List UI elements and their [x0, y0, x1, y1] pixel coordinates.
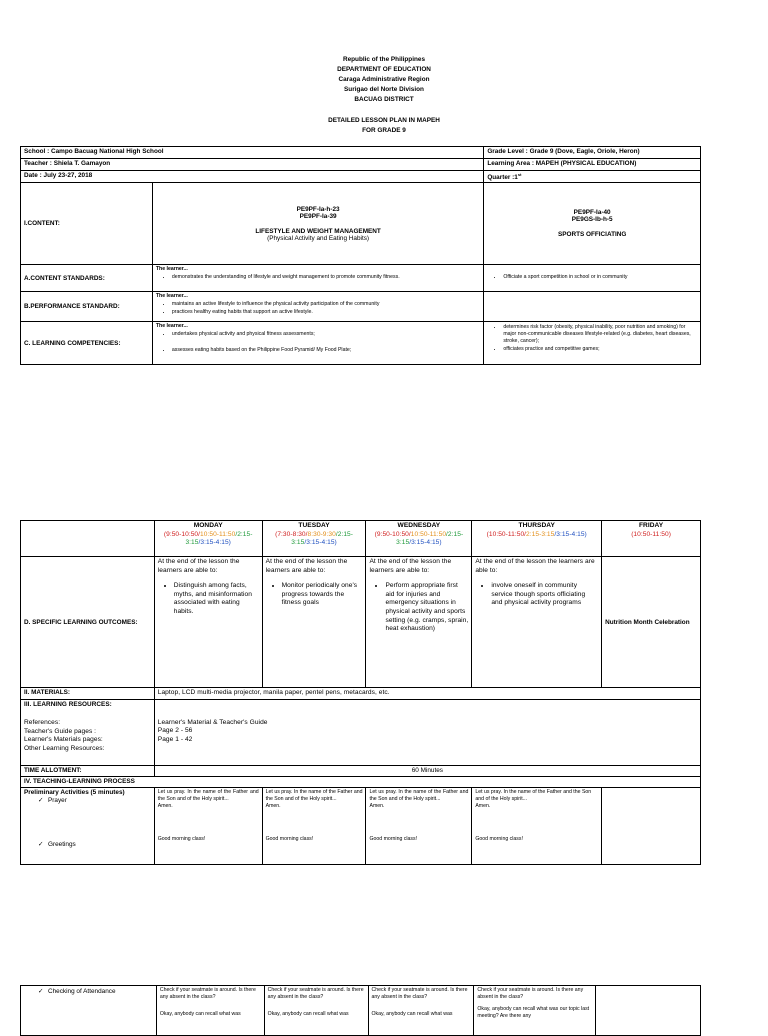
amen-text: Amen.	[475, 802, 491, 809]
greetings-label: Greetings	[48, 840, 76, 848]
topic: SPORTS OFFICIATING	[557, 231, 627, 239]
day-label: MONDAY	[193, 522, 223, 529]
learner-label: The learner...	[155, 266, 188, 273]
day-label: FRIDAY	[638, 522, 664, 529]
teacher-cell: Teacher : Shiela T. Gamayon	[21, 159, 484, 171]
quarter-value: Quarter :1	[487, 174, 518, 182]
list-item: • undertakes physical activity and physical fitness assessments;	[172, 331, 480, 338]
resource-line: References:	[24, 719, 61, 727]
prayer-text: Let us pray. In the name of the Father and the Son and of the Holy spirit...	[369, 788, 469, 802]
code: PE9PF-Ia-40	[573, 209, 611, 217]
preliminary-activities	[21, 787, 155, 864]
prayer-text: Let us pray. In the name of the Father and the Son and of the Holy spirit...	[157, 788, 259, 802]
header-line: Caraga Administrative Region	[338, 76, 430, 83]
attendance-text: Check if your seatmate is around. Is there any absent in the class?	[267, 987, 364, 1000]
day-label: THURSDAY	[518, 522, 555, 529]
list-item: • assesses eating habits based on the Philippine Food Pyramid/ My Food Plate;	[172, 347, 480, 354]
day-tuesday	[262, 521, 366, 557]
header-line: Surigao del Norte Division	[344, 86, 424, 93]
list-item: • Perform appropriate first aid for injuries and emergency situations in physical activity and sports setting (e.g. cramps, sprain, heat exhaustion)	[385, 582, 468, 634]
lesson-info-table	[20, 146, 701, 365]
attendance-label-cell	[21, 986, 157, 1036]
resources-heading: III. LEARNING RESOURCES:	[24, 700, 112, 708]
check-icon: ✓	[38, 796, 44, 804]
materials-text: Laptop, LCD multi-media projector, manila paper, pentel pens, metacards, etc.	[154, 688, 700, 700]
header-line: DEPARTMENT OF EDUCATION	[337, 66, 431, 73]
amen-text: Amen.	[265, 802, 281, 809]
prelim-wednesday	[366, 787, 472, 864]
daily-plan-table	[20, 520, 701, 865]
time-slot: (9:50-10:50/	[163, 530, 201, 538]
resources-values	[154, 699, 700, 765]
document-header	[0, 55, 768, 105]
attendance-tuesday	[264, 986, 368, 1036]
time-slot: /3:15-4:15)	[554, 530, 587, 538]
time-slot: /2:15-	[235, 530, 253, 538]
time-slot: 10:50-11:50	[410, 530, 447, 538]
list-item: • demonstrates the understanding of lifestyle and weight management to promote community fitness.	[172, 274, 480, 281]
school-cell: School : Campo Bacuag National High School	[21, 147, 484, 159]
day-label: TUESDAY	[298, 522, 330, 529]
outcomes-label: D. SPECIFIC LEARNING OUTCOMES:	[21, 557, 155, 688]
time-allotment-label: TIME ALLOTMENT:	[21, 765, 155, 776]
list-item: • Officiate a sport competition in school or in community	[503, 274, 697, 281]
content-main	[152, 183, 483, 265]
attendance-thursday	[474, 986, 596, 1036]
code: PE9PF-Ia-h-23	[296, 205, 340, 213]
prayer-label: Prayer	[48, 796, 67, 804]
list-item: • maintains an active lifestyle to influence the physical activity participation of the community	[172, 301, 480, 308]
quarter-cell	[484, 171, 701, 183]
time-slot: (10:50-11:50)	[631, 530, 671, 538]
time-slot: 3:15	[291, 539, 305, 547]
content-label: I.CONTENT:	[21, 183, 153, 265]
learner-label: The learner...	[155, 293, 188, 300]
resource-line: Other Learning Resources:	[24, 744, 105, 752]
performance-standard-text	[152, 292, 483, 322]
learning-competencies-right	[484, 322, 701, 365]
outcome-intro: At the end of the lesson the learners are able to:	[265, 558, 348, 574]
recall-text: Okay, anybody can recall what was	[159, 1011, 241, 1017]
title-line: DETAILED LESSON PLAN IN MAPEH	[328, 117, 440, 124]
list-item: • officiates practice and competitive games;	[503, 346, 697, 353]
content-standards-label: A.CONTENT STANDARDS:	[21, 265, 153, 292]
content-right	[484, 183, 701, 265]
outcome-friday: Nutrition Month Celebration	[602, 557, 701, 688]
list-item: • determines risk factor (obesity, physical inability, poor nutrition and smoking) for major non-communicable diseases lifestyle-related (e.g. diabetes, heart diseases, stroke, cancer);	[503, 324, 697, 345]
prelim-monday	[154, 787, 262, 864]
recall-text: Okay, anybody can recall what was	[267, 1011, 349, 1017]
attendance-label: Checking of Attendance	[48, 988, 116, 995]
learning-competencies-label: C. LEARNING COMPETENCIES:	[21, 322, 153, 365]
prayer-text: Let us pray. In the name of the Father and the Son and of the Holy spirit...	[475, 788, 592, 802]
recall-text: Okay, anybody can recall what was our topic last meeting? Are there any	[477, 1006, 590, 1019]
performance-standard-label: B.PERFORMANCE STANDARD:	[21, 292, 153, 322]
prelim-friday	[602, 787, 701, 864]
code: PE9GS-Ib-h-5	[571, 216, 613, 224]
code: PE9PF-Ia-39	[299, 212, 337, 220]
content-standards-text	[152, 265, 483, 292]
subtopic: (Physical Activity and Eating Habits)	[267, 234, 370, 242]
time-slot: /2:15-3:15	[396, 530, 464, 547]
time-slot: /3:15-4:15)	[198, 539, 231, 547]
resource-line: Teacher's Guide pages :	[24, 727, 97, 735]
outcome-wednesday	[366, 557, 472, 688]
attendance-monday	[156, 986, 264, 1036]
resource-value: Learner's Material & Teacher's Guide	[157, 718, 268, 726]
greeting-text: Good morning class!	[369, 835, 418, 842]
list-item: • Distinguish among facts, myths, and misinformation associated with eating habits.	[174, 582, 259, 616]
learning-area-cell: Learning Area : MAPEH (PHYSICAL EDUCATION)	[484, 159, 701, 171]
outcome-tuesday	[262, 557, 366, 688]
document-title	[0, 116, 768, 136]
grade-line: FOR GRADE 9	[362, 127, 406, 134]
list-item: • practices healthy eating habits that support an active lifestyle.	[172, 309, 480, 316]
prayer-text: Let us pray. In the name of the Father and the Son and of the Holy spirit...	[265, 788, 363, 802]
prelim-tuesday	[262, 787, 366, 864]
check-icon: ✓	[38, 988, 44, 995]
day-thursday	[472, 521, 602, 557]
time-slot: 8:30-9:30	[307, 530, 336, 538]
list-item: • Monitor periodically one's progress towards the fitness goals	[282, 582, 363, 608]
day-wednesday	[366, 521, 472, 557]
resources-label	[21, 699, 155, 765]
time-slot: (10:50-11:50/	[486, 530, 527, 538]
check-icon: ✓	[38, 840, 44, 848]
time-slot: 2:15-3:15	[526, 530, 555, 538]
attendance-wednesday	[368, 986, 474, 1036]
quarter-sup: st	[517, 172, 522, 177]
outcome-intro: At the end of the lesson the learners are able to:	[475, 558, 595, 574]
attendance-friday	[596, 986, 701, 1036]
page2-table	[20, 985, 701, 1036]
prelim-thursday	[472, 787, 602, 864]
outcome-intro: At the end of the lesson the learners are able to:	[369, 558, 452, 574]
list-item: • involve oneself in community service though sports officiating and physical activity programs	[491, 582, 598, 608]
attendance-text: Check if your seatmate is around. Is there any absent in the class?	[477, 987, 584, 1000]
time-slot: 3:15	[185, 539, 199, 547]
learner-label: The learner...	[155, 323, 188, 330]
day-monday	[154, 521, 262, 557]
greeting-text: Good morning class!	[265, 835, 314, 842]
materials-label: II. MATERIALS:	[21, 688, 155, 700]
outcome-thursday	[472, 557, 602, 688]
day-friday	[602, 521, 701, 557]
time-allotment-value: 60 Minutes	[154, 765, 700, 776]
empty-cell	[21, 521, 155, 557]
amen-text: Amen.	[157, 802, 173, 809]
outcome-intro: At the end of the lesson the learners are able to:	[157, 558, 240, 574]
time-slot: /2:15-	[335, 530, 354, 538]
date-cell: Date : July 23-27, 2018	[21, 171, 484, 183]
learning-competencies-text	[152, 322, 483, 365]
greeting-text: Good morning class!	[157, 835, 206, 842]
resource-line: Learner's Materials pages:	[24, 736, 103, 744]
grade-level-cell: Grade Level : Grade 9 (Dove, Eagle, Oriole, Heron)	[484, 147, 701, 159]
content-standards-right	[484, 265, 701, 292]
time-slot: /3:15-4:15)	[304, 539, 337, 547]
process-label: IV. TEACHING-LEARNING PROCESS	[21, 776, 701, 787]
amen-text: Amen.	[369, 802, 385, 809]
time-slot: (9:50-10:50/	[374, 530, 411, 538]
recall-text: Okay, anybody can recall what was	[371, 1011, 453, 1017]
header-line: BACUAG DISTRICT	[354, 96, 414, 103]
outcome-monday	[154, 557, 262, 688]
time-slot: (7:30-8:30/	[275, 530, 308, 538]
attendance-text: Check if your seatmate is around. Is there any absent in the class?	[371, 987, 468, 1000]
resource-value: Page 2 - 56	[157, 727, 193, 735]
empty-cell	[484, 292, 701, 322]
day-label: WEDNESDAY	[397, 522, 441, 529]
header-line: Republic of the Philippines	[342, 56, 426, 63]
resource-value: Page 1 - 42	[157, 735, 193, 743]
topic: LIFESTYLE AND WEIGHT MANAGEMENT	[255, 227, 381, 235]
attendance-text: Check if your seatmate is around. Is there any absent in the class?	[159, 987, 256, 1000]
greeting-text: Good morning class!	[475, 835, 523, 842]
time-slot: 10:50-11:50	[200, 530, 236, 538]
prelim-heading: Preliminary Activities (5 minutes)	[24, 788, 125, 796]
time-slot: /3:15-4:15)	[409, 539, 442, 547]
